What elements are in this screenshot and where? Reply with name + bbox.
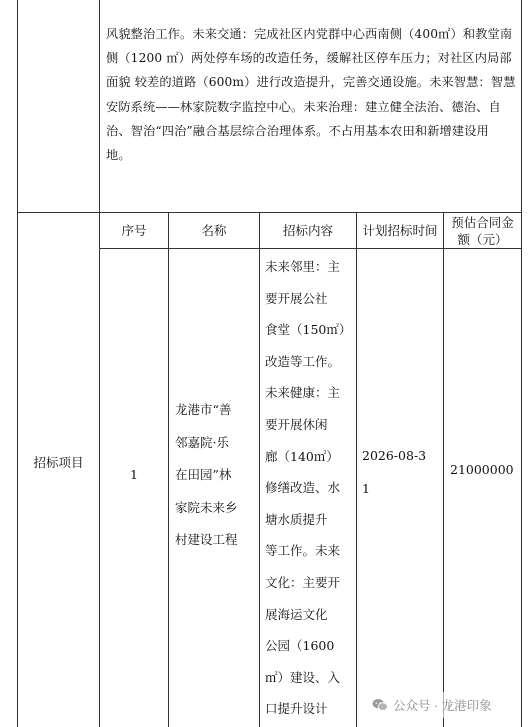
intro-paragraph: 风貌整治工作。未来交通：完成社区内党群中心西南侧（400㎡）和教堂南 侧（1200 ㎡）两处停车场的改造任务，缓解社区停车压力；对社区内局部 面貌 较差的道路（600m）进行改造提升，完善交通设施。未来智慧：智慧 安防系统——林家院数字监控中心。未来治理：建立健全法治、德治、自 治、智治“四治”融合基层综合治理体系。不占用基本农田和新增建设用 地。 xyxy=(106,27,516,163)
row-date: 2026-08-3 1 xyxy=(362,448,427,496)
header-index: 序号 xyxy=(121,222,147,238)
header-content: 招标内容 xyxy=(282,222,333,238)
header-name: 名称 xyxy=(201,222,227,238)
row-name: 龙港市“善 邻嘉院·乐 在田园”林 家院未来乡 村建设工程 xyxy=(175,402,238,547)
header-date: 计划招标时间 xyxy=(362,222,438,238)
col-divider-2 xyxy=(259,212,260,727)
table-border-right xyxy=(521,0,522,727)
row-index: 1 xyxy=(130,467,138,482)
wechat-logo-icon xyxy=(372,698,388,712)
col-divider-1 xyxy=(168,212,169,727)
section-label: 招标项目 xyxy=(33,455,84,470)
header-amount: 预估合同金 额（元） xyxy=(451,214,514,247)
row-amount: 21000000 xyxy=(450,462,514,477)
watermark-text: 公众号 · 龙港印象 xyxy=(393,699,492,713)
col-divider-4 xyxy=(443,212,444,727)
row-content: 未来邻里：主 要开展公社 食堂（150㎡） 改造等工作。 未来健康：主 要开展休闲 廊（140㎡） 修缮改造、水 塘水质提升 等工作。未来 文化：主要开 展海运文化 公园（1600 ㎡）建设、入 口提升设计 xyxy=(265,259,352,717)
wechat-watermark xyxy=(372,692,492,718)
col-divider-3 xyxy=(356,212,357,727)
